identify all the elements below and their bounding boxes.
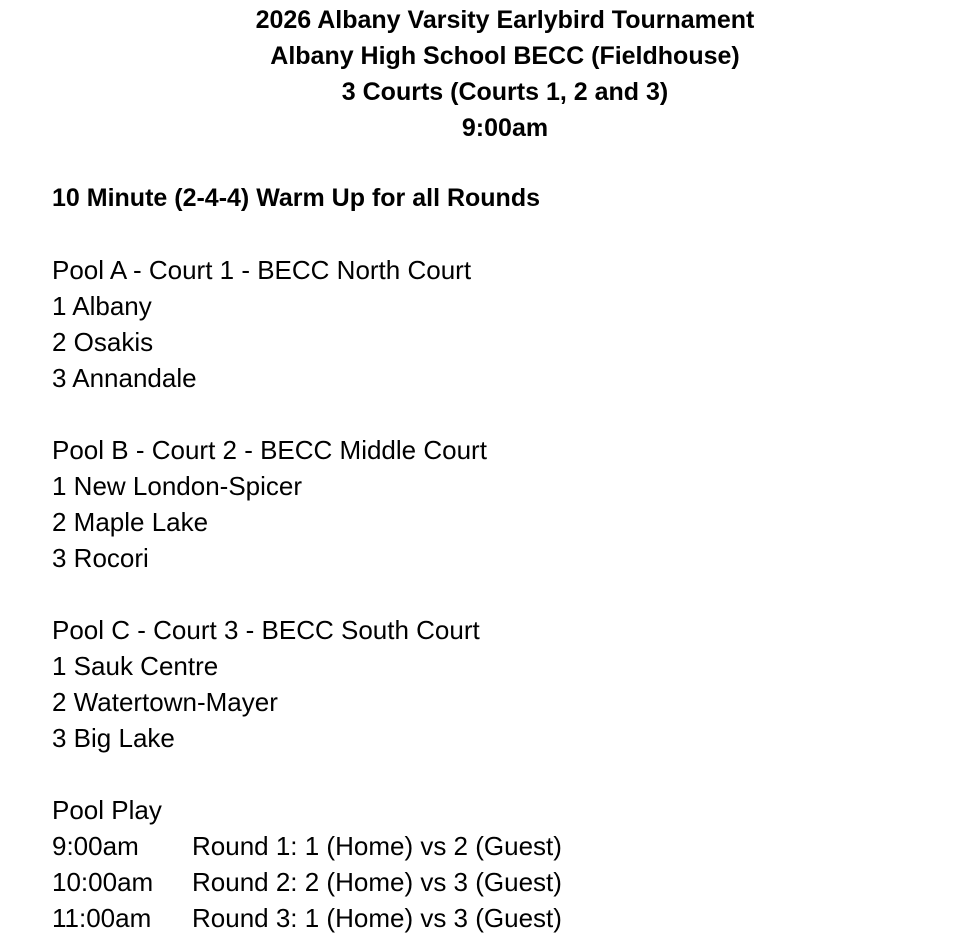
pool-play-section	[52, 792, 562, 936]
tournament-title: 2026 Albany Varsity Earlybird Tournament	[255, 6, 755, 34]
round-time: 9:00am	[52, 831, 139, 861]
pool-b	[52, 432, 562, 576]
team-item: 1 New London-Spicer	[52, 471, 303, 501]
team-item: 2 Maple Lake	[52, 507, 209, 537]
pool-title: Pool C - Court 3 - BECC South Court	[52, 615, 480, 645]
spacer	[52, 216, 562, 252]
round-row	[52, 900, 562, 936]
team-item: 1 Albany	[52, 291, 152, 321]
pool-play-title: Pool Play	[52, 795, 162, 825]
round-description: Round 2: 2 (Home) vs 3 (Guest)	[192, 867, 562, 897]
round-description: Round 1: 1 (Home) vs 2 (Guest)	[192, 831, 562, 861]
spacer	[52, 396, 562, 432]
document-body	[52, 180, 562, 936]
team-item: 2 Osakis	[52, 327, 154, 357]
team-item: 3 Big Lake	[52, 723, 175, 753]
venue-line: Albany High School BECC (Fieldhouse)	[270, 42, 740, 70]
document-header	[0, 2, 960, 146]
team-item: 3 Annandale	[52, 363, 197, 393]
round-row	[52, 864, 562, 900]
team-item: 3 Rocori	[52, 543, 149, 573]
round-row	[52, 828, 562, 864]
round-time: 11:00am	[52, 903, 152, 933]
spacer	[52, 756, 562, 792]
start-time: 9:00am	[461, 114, 549, 142]
team-item: 1 Sauk Centre	[52, 651, 219, 681]
pool-a	[52, 252, 562, 396]
spacer	[52, 576, 562, 612]
pool-c	[52, 612, 562, 756]
courts-line: 3 Courts (Courts 1, 2 and 3)	[341, 78, 669, 106]
round-time: 10:00am	[52, 867, 154, 897]
warmup-note: 10 Minute (2-4-4) Warm Up for all Rounds	[52, 184, 541, 212]
team-item: 2 Watertown-Mayer	[52, 687, 278, 717]
pool-title: Pool A - Court 1 - BECC North Court	[52, 255, 472, 285]
round-description: Round 3: 1 (Home) vs 3 (Guest)	[192, 903, 562, 933]
pool-title: Pool B - Court 2 - BECC Middle Court	[52, 435, 487, 465]
